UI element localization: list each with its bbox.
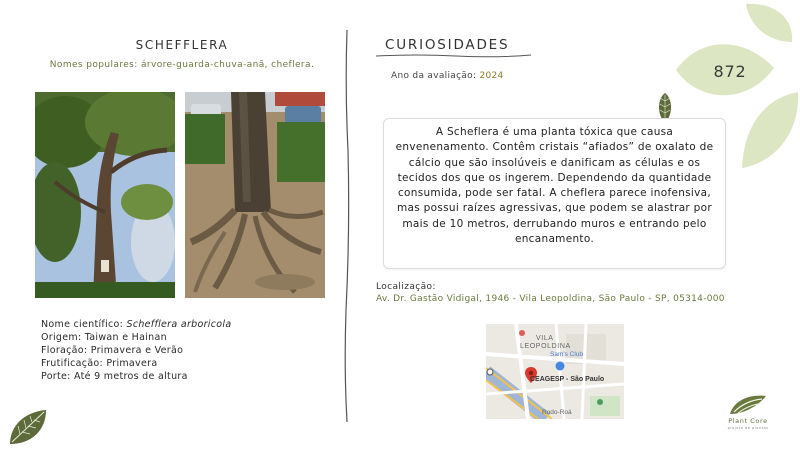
brand-tagline: projeto de plantas xyxy=(727,426,769,430)
map-district-line1: VILA xyxy=(536,335,554,342)
plant-core-logo xyxy=(718,392,778,440)
fruiting-row: Frutificação: Primavera xyxy=(41,358,158,369)
curiosity-text: A Scheflera é uma planta tóxica que causa envenenamento. Contêm cristais “afiados” de oxalato de cálcio que são insolúveis e danificam as células e os tecidos dos que os ingerem. Dependendo da quantidade consumida, pode ser fatal. A cheflera parece inofensiva, mas possui raízes agressivas, que podem se alastrar por mais de 10 metros, derrubando muros e entrando pelo encanamento. xyxy=(395,126,714,246)
plant-name-title: SCHEFFLERA xyxy=(135,38,229,52)
curiosity-card xyxy=(383,118,726,269)
plant-facts xyxy=(41,318,231,383)
title-underline xyxy=(376,53,531,59)
tree-photo-canopy xyxy=(35,92,175,298)
brand-name: Plant Core xyxy=(728,417,768,425)
size-row: Porte: Até 9 metros de altura xyxy=(41,371,188,382)
map-poi-main: CEAGESP - São Paulo xyxy=(530,376,605,383)
origin-row: Origem: Taiwan e Hainan xyxy=(41,332,167,343)
map-poi-store: Sam's Club xyxy=(550,351,584,358)
map-road-label: Rodo-Roá xyxy=(542,409,572,416)
plant-core-logo-icon xyxy=(728,392,768,416)
flowering-row: Floração: Primavera e Verão xyxy=(41,345,184,356)
evaluation-number-badge: 872 xyxy=(713,62,747,81)
location-address: Av. Dr. Gastão Vidigal, 1946 - Vila Leopoldina, São Paulo - SP, 05314-000 xyxy=(376,294,725,304)
location-map[interactable] xyxy=(486,324,624,419)
evaluation-year-value: 2024 xyxy=(479,71,504,81)
curiosities-title: CURIOSIDADES xyxy=(385,37,510,53)
location-label: Localização: xyxy=(376,282,436,292)
scientific-name: Schefflera arboricola xyxy=(126,319,232,330)
tree-photo-roots xyxy=(185,92,325,298)
leaf-icon xyxy=(8,408,48,446)
evaluation-year: Ano da avaliação: 2024 xyxy=(391,71,504,81)
column-divider xyxy=(340,30,354,422)
map-district-line2: LEOPOLDINA xyxy=(520,343,571,350)
scientific-name-row: Nome científico: Schefflera arboricola xyxy=(41,319,232,330)
popular-names: Nomes populares: árvore-guarda-chuva-anã, cheflera. xyxy=(49,60,315,70)
